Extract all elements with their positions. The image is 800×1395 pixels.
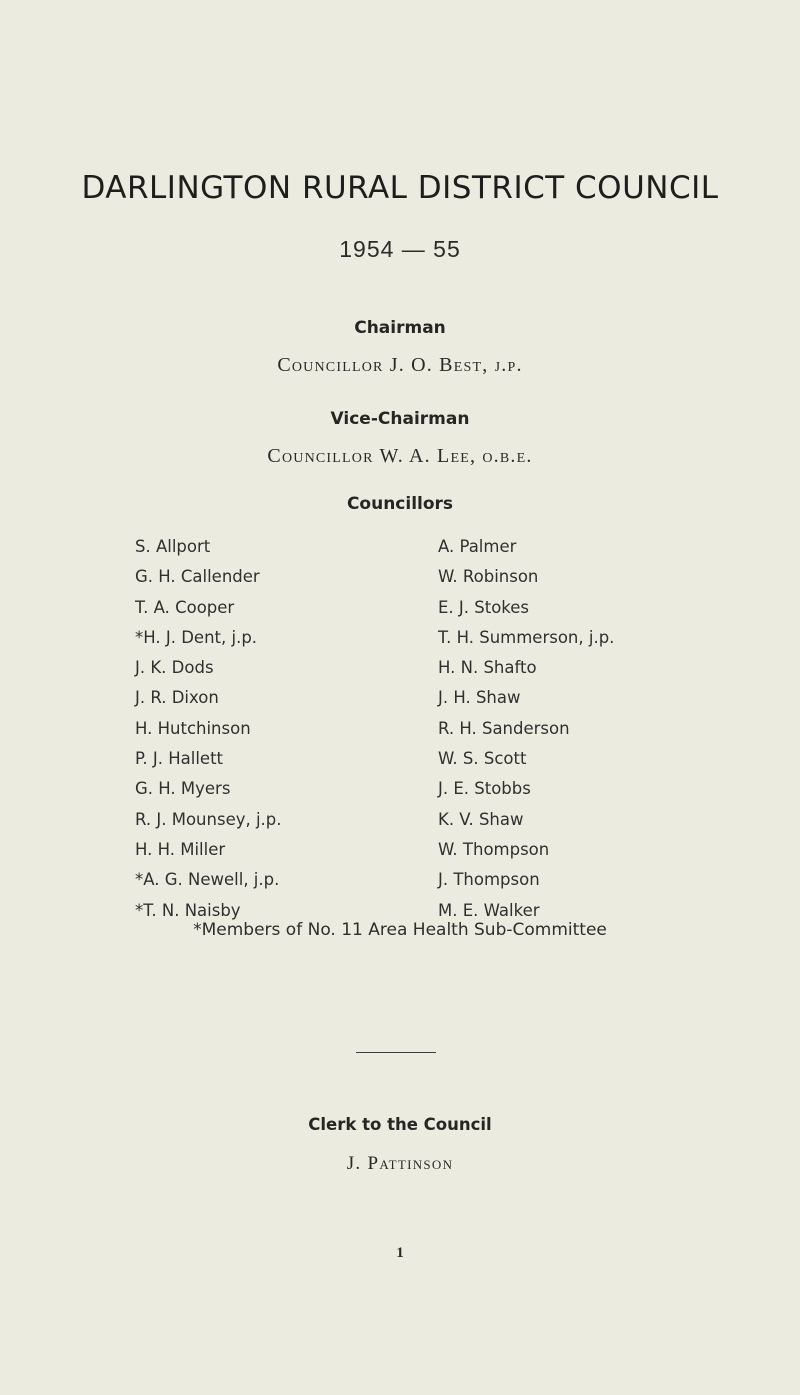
councillor-entry: *A. G. Newell, j.p.: [135, 870, 280, 890]
councillor-entry: A. Palmer: [438, 537, 517, 556]
council-title: DARLINGTON RURAL DISTRICT COUNCIL: [81, 170, 719, 206]
vice-chairman-heading: Vice-Chairman: [330, 409, 470, 429]
councillor-entry: J. H. Shaw: [438, 688, 521, 708]
page-number: 1: [396, 1245, 404, 1261]
councillor-entry: J. Thompson: [438, 870, 540, 890]
section-divider: [356, 1052, 436, 1053]
councillor-entry: J. R. Dixon: [135, 688, 219, 708]
councillors-list-left: [135, 532, 282, 926]
councillor-entry: *T. N. Naisby: [135, 900, 241, 920]
councillor-entry: W. Robinson: [438, 567, 539, 587]
councillor-entry: R. J. Mounsey, j.p.: [135, 809, 282, 829]
councillor-entry: M. E. Walker: [438, 900, 540, 920]
councillor-entry: H. H. Miller: [135, 839, 226, 859]
councillor-entry: W. S. Scott: [438, 749, 527, 769]
councillor-entry: T. A. Cooper: [135, 597, 235, 617]
council-years: 1954 — 55: [339, 236, 461, 262]
councillor-entry: H. N. Shafto: [438, 658, 537, 678]
councillor-entry: J. E. Stobbs: [438, 779, 531, 799]
councillor-entry: P. J. Hallett: [135, 749, 224, 769]
councillors-heading: Councillors: [346, 494, 454, 514]
councillor-entry: R. H. Sanderson: [438, 718, 570, 738]
councillor-entry: H. Hutchinson: [135, 718, 251, 738]
councillor-entry: *H. J. Dent, j.p.: [135, 627, 258, 647]
vice-chairman-name: Councillor W. A. Lee, o.b.e.: [267, 445, 533, 467]
councillor-entry: E. J. Stokes: [438, 597, 530, 617]
councillor-entry: K. V. Shaw: [438, 809, 524, 829]
councillor-entry: J. K. Dods: [135, 658, 214, 678]
councillor-entry: G. H. Callender: [135, 567, 260, 587]
councillors-list-right: [438, 532, 614, 926]
committee-footnote: *Members of No. 11 Area Health Sub-Committee: [193, 920, 607, 940]
councillor-entry: S. Allport: [135, 537, 211, 556]
chairman-name: Councillor J. O. Best, j.p.: [277, 354, 523, 376]
councillor-entry: W. Thompson: [438, 839, 550, 859]
councillor-entry: G. H. Myers: [135, 779, 231, 799]
councillor-entry: T. H. Summerson, j.p.: [438, 627, 615, 647]
clerk-heading: Clerk to the Council: [308, 1115, 492, 1134]
clerk-name: J. Pattinson: [346, 1153, 454, 1174]
chairman-heading: Chairman: [354, 318, 446, 338]
